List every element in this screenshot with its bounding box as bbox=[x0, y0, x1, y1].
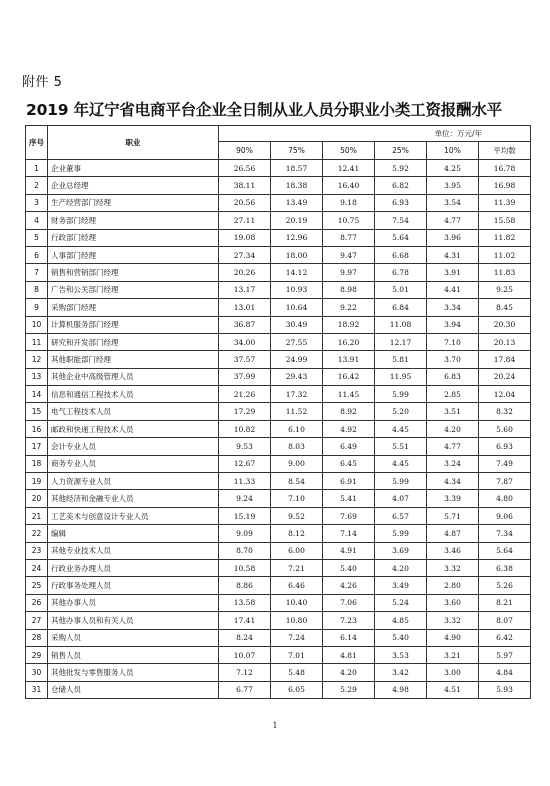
occupation-cell: 其他企业中高级管理人员 bbox=[48, 368, 219, 385]
header-col-10: 10% bbox=[427, 142, 479, 160]
p25-cell: 3.53 bbox=[375, 646, 427, 663]
table-row bbox=[26, 160, 531, 177]
row-number: 27 bbox=[26, 612, 48, 629]
p25-cell: 5.99 bbox=[375, 386, 427, 403]
occupation-cell: 其他办事人员 bbox=[48, 594, 219, 611]
p10-cell: 3.32 bbox=[427, 612, 479, 629]
p10-cell: 2.85 bbox=[427, 386, 479, 403]
table-row bbox=[26, 212, 531, 229]
table-row bbox=[26, 507, 531, 524]
p50-cell: 9.22 bbox=[323, 299, 375, 316]
table-body bbox=[26, 160, 531, 699]
p25-cell: 4.45 bbox=[375, 420, 427, 437]
row-number: 3 bbox=[26, 194, 48, 211]
header-unit: 单位：万元/年 bbox=[219, 126, 531, 142]
p25-cell: 5.99 bbox=[375, 525, 427, 542]
wage-table bbox=[25, 125, 531, 699]
average-cell: 20.24 bbox=[479, 368, 531, 385]
p50-cell: 5.40 bbox=[323, 559, 375, 576]
row-number: 8 bbox=[26, 281, 48, 298]
p10-cell: 3.21 bbox=[427, 646, 479, 663]
table-row bbox=[26, 368, 531, 385]
p25-cell: 4.45 bbox=[375, 455, 427, 472]
p10-cell: 5.71 bbox=[427, 507, 479, 524]
p10-cell: 4.20 bbox=[427, 420, 479, 437]
average-cell: 20.30 bbox=[479, 316, 531, 333]
occupation-cell: 行政部门经理 bbox=[48, 229, 219, 246]
header-occupation: 职业 bbox=[48, 126, 219, 160]
p75-cell: 17.32 bbox=[271, 386, 323, 403]
p90-cell: 20.26 bbox=[219, 264, 271, 281]
p50-cell: 6.14 bbox=[323, 629, 375, 646]
table-row bbox=[26, 386, 531, 403]
p25-cell: 4.20 bbox=[375, 559, 427, 576]
occupation-cell: 研究和开发部门经理 bbox=[48, 333, 219, 350]
average-cell: 9.25 bbox=[479, 281, 531, 298]
average-cell: 17.84 bbox=[479, 351, 531, 368]
occupation-cell: 财务部门经理 bbox=[48, 212, 219, 229]
table-row bbox=[26, 351, 531, 368]
table-row bbox=[26, 473, 531, 490]
occupation-cell: 其他办事人员和有关人员 bbox=[48, 612, 219, 629]
row-number: 12 bbox=[26, 351, 48, 368]
p90-cell: 36.87 bbox=[219, 316, 271, 333]
p50-cell: 16.20 bbox=[323, 333, 375, 350]
p10-cell: 4.25 bbox=[427, 160, 479, 177]
header-col-25: 25% bbox=[375, 142, 427, 160]
table-row bbox=[26, 177, 531, 194]
p75-cell: 7.21 bbox=[271, 559, 323, 576]
row-number: 13 bbox=[26, 368, 48, 385]
table-row bbox=[26, 246, 531, 263]
occupation-cell: 销售和营销部门经理 bbox=[48, 264, 219, 281]
p25-cell: 6.68 bbox=[375, 246, 427, 263]
p10-cell: 3.46 bbox=[427, 542, 479, 559]
p50-cell: 10.75 bbox=[323, 212, 375, 229]
p90-cell: 34.00 bbox=[219, 333, 271, 350]
p75-cell: 8.03 bbox=[271, 438, 323, 455]
attachment-label: 附件 5 bbox=[22, 75, 63, 90]
occupation-cell: 广告和公关部门经理 bbox=[48, 281, 219, 298]
p75-cell: 10.64 bbox=[271, 299, 323, 316]
p50-cell: 16.42 bbox=[323, 368, 375, 385]
average-cell: 15.58 bbox=[479, 212, 531, 229]
p90-cell: 15.19 bbox=[219, 507, 271, 524]
p25-cell: 5.64 bbox=[375, 229, 427, 246]
p25-cell: 5.92 bbox=[375, 160, 427, 177]
occupation-cell: 工艺美术与创意设计专业人员 bbox=[48, 507, 219, 524]
row-number: 2 bbox=[26, 177, 48, 194]
table-row bbox=[26, 420, 531, 437]
table-row bbox=[26, 490, 531, 507]
p75-cell: 9.52 bbox=[271, 507, 323, 524]
occupation-cell: 计算机服务部门经理 bbox=[48, 316, 219, 333]
p75-cell: 27.55 bbox=[271, 333, 323, 350]
p90-cell: 9.09 bbox=[219, 525, 271, 542]
p25-cell: 11.95 bbox=[375, 368, 427, 385]
p90-cell: 27.11 bbox=[219, 212, 271, 229]
occupation-cell: 销售人员 bbox=[48, 646, 219, 663]
occupation-cell: 企业董事 bbox=[48, 160, 219, 177]
p10-cell: 3.51 bbox=[427, 403, 479, 420]
p75-cell: 7.01 bbox=[271, 646, 323, 663]
p75-cell: 18.00 bbox=[271, 246, 323, 263]
header-no: 序号 bbox=[26, 126, 48, 160]
table-row bbox=[26, 525, 531, 542]
p75-cell: 12.96 bbox=[271, 229, 323, 246]
p90-cell: 8.86 bbox=[219, 577, 271, 594]
average-cell: 20.13 bbox=[479, 333, 531, 350]
row-number: 16 bbox=[26, 420, 48, 437]
p25-cell: 5.99 bbox=[375, 473, 427, 490]
table-row bbox=[26, 577, 531, 594]
p10-cell: 3.96 bbox=[427, 229, 479, 246]
p50-cell: 7.14 bbox=[323, 525, 375, 542]
average-cell: 11.82 bbox=[479, 229, 531, 246]
p75-cell: 11.52 bbox=[271, 403, 323, 420]
table-row bbox=[26, 281, 531, 298]
p25-cell: 6.84 bbox=[375, 299, 427, 316]
p25-cell: 5.51 bbox=[375, 438, 427, 455]
p75-cell: 29.43 bbox=[271, 368, 323, 385]
p90-cell: 19.08 bbox=[219, 229, 271, 246]
p10-cell: 4.51 bbox=[427, 681, 479, 698]
average-cell: 11.02 bbox=[479, 246, 531, 263]
p50-cell: 9.47 bbox=[323, 246, 375, 263]
p75-cell: 18.57 bbox=[271, 160, 323, 177]
p75-cell: 10.40 bbox=[271, 594, 323, 611]
p75-cell: 14.12 bbox=[271, 264, 323, 281]
p50-cell: 4.91 bbox=[323, 542, 375, 559]
p90-cell: 12.67 bbox=[219, 455, 271, 472]
average-cell: 8.32 bbox=[479, 403, 531, 420]
table-row bbox=[26, 594, 531, 611]
average-cell: 9.06 bbox=[479, 507, 531, 524]
occupation-cell: 其他职能部门经理 bbox=[48, 351, 219, 368]
p90-cell: 13.17 bbox=[219, 281, 271, 298]
p75-cell: 6.00 bbox=[271, 542, 323, 559]
p50-cell: 4.20 bbox=[323, 664, 375, 681]
p10-cell: 3.00 bbox=[427, 664, 479, 681]
row-number: 28 bbox=[26, 629, 48, 646]
table-row bbox=[26, 299, 531, 316]
occupation-cell: 人力资源专业人员 bbox=[48, 473, 219, 490]
p10-cell: 4.87 bbox=[427, 525, 479, 542]
row-number: 4 bbox=[26, 212, 48, 229]
p10-cell: 3.60 bbox=[427, 594, 479, 611]
average-cell: 8.45 bbox=[479, 299, 531, 316]
p25-cell: 7.54 bbox=[375, 212, 427, 229]
p50-cell: 5.41 bbox=[323, 490, 375, 507]
average-cell: 4.84 bbox=[479, 664, 531, 681]
p75-cell: 6.05 bbox=[271, 681, 323, 698]
p25-cell: 5.20 bbox=[375, 403, 427, 420]
average-cell: 16.78 bbox=[479, 160, 531, 177]
average-cell: 6.38 bbox=[479, 559, 531, 576]
p50-cell: 6.91 bbox=[323, 473, 375, 490]
p50-cell: 11.45 bbox=[323, 386, 375, 403]
row-number: 7 bbox=[26, 264, 48, 281]
p75-cell: 9.00 bbox=[271, 455, 323, 472]
p50-cell: 5.29 bbox=[323, 681, 375, 698]
p50-cell: 6.49 bbox=[323, 438, 375, 455]
p90-cell: 17.29 bbox=[219, 403, 271, 420]
p10-cell: 6.83 bbox=[427, 368, 479, 385]
p10-cell: 4.41 bbox=[427, 281, 479, 298]
row-number: 10 bbox=[26, 316, 48, 333]
p50-cell: 7.06 bbox=[323, 594, 375, 611]
p90-cell: 27.34 bbox=[219, 246, 271, 263]
occupation-cell: 电气工程技术人员 bbox=[48, 403, 219, 420]
p50-cell: 8.92 bbox=[323, 403, 375, 420]
p25-cell: 3.42 bbox=[375, 664, 427, 681]
row-number: 25 bbox=[26, 577, 48, 594]
p90-cell: 6.77 bbox=[219, 681, 271, 698]
average-cell: 7.87 bbox=[479, 473, 531, 490]
p10-cell: 3.24 bbox=[427, 455, 479, 472]
row-number: 14 bbox=[26, 386, 48, 403]
occupation-cell: 采购人员 bbox=[48, 629, 219, 646]
average-cell: 7.34 bbox=[479, 525, 531, 542]
average-cell: 5.97 bbox=[479, 646, 531, 663]
average-cell: 6.93 bbox=[479, 438, 531, 455]
p50-cell: 4.26 bbox=[323, 577, 375, 594]
row-number: 31 bbox=[26, 681, 48, 698]
row-number: 23 bbox=[26, 542, 48, 559]
row-number: 24 bbox=[26, 559, 48, 576]
average-cell: 16.98 bbox=[479, 177, 531, 194]
row-number: 17 bbox=[26, 438, 48, 455]
row-number: 19 bbox=[26, 473, 48, 490]
p50-cell: 6.45 bbox=[323, 455, 375, 472]
p10-cell: 3.70 bbox=[427, 351, 479, 368]
occupation-cell: 行政业务办理人员 bbox=[48, 559, 219, 576]
p50-cell: 7.23 bbox=[323, 612, 375, 629]
p25-cell: 3.49 bbox=[375, 577, 427, 594]
p75-cell: 13.49 bbox=[271, 194, 323, 211]
table-row bbox=[26, 681, 531, 698]
p25-cell: 5.01 bbox=[375, 281, 427, 298]
row-number: 26 bbox=[26, 594, 48, 611]
average-cell: 5.93 bbox=[479, 681, 531, 698]
p25-cell: 5.24 bbox=[375, 594, 427, 611]
row-number: 21 bbox=[26, 507, 48, 524]
row-number: 15 bbox=[26, 403, 48, 420]
average-cell: 5.64 bbox=[479, 542, 531, 559]
p50-cell: 13.91 bbox=[323, 351, 375, 368]
header-col-50: 50% bbox=[323, 142, 375, 160]
p75-cell: 7.24 bbox=[271, 629, 323, 646]
table-row bbox=[26, 646, 531, 663]
p25-cell: 5.40 bbox=[375, 629, 427, 646]
occupation-cell: 商务专业人员 bbox=[48, 455, 219, 472]
p90-cell: 26.56 bbox=[219, 160, 271, 177]
table-row bbox=[26, 438, 531, 455]
average-cell: 6.42 bbox=[479, 629, 531, 646]
p75-cell: 8.12 bbox=[271, 525, 323, 542]
p90-cell: 17.41 bbox=[219, 612, 271, 629]
p10-cell: 4.77 bbox=[427, 212, 479, 229]
occupation-cell: 采购部门经理 bbox=[48, 299, 219, 316]
p50-cell: 12.41 bbox=[323, 160, 375, 177]
occupation-cell: 邮政和快递工程技术人员 bbox=[48, 420, 219, 437]
table-row bbox=[26, 264, 531, 281]
p75-cell: 5.48 bbox=[271, 664, 323, 681]
occupation-cell: 其他经济和金融专业人员 bbox=[48, 490, 219, 507]
p10-cell: 3.32 bbox=[427, 559, 479, 576]
occupation-cell: 其他专业技术人员 bbox=[48, 542, 219, 559]
occupation-cell: 企业总经理 bbox=[48, 177, 219, 194]
row-number: 11 bbox=[26, 333, 48, 350]
p75-cell: 8.54 bbox=[271, 473, 323, 490]
p90-cell: 11.33 bbox=[219, 473, 271, 490]
p75-cell: 20.19 bbox=[271, 212, 323, 229]
table-header bbox=[26, 126, 531, 160]
table-row bbox=[26, 629, 531, 646]
p25-cell: 4.07 bbox=[375, 490, 427, 507]
p75-cell: 6.10 bbox=[271, 420, 323, 437]
table-row bbox=[26, 612, 531, 629]
occupation-cell: 信息和通信工程技术人员 bbox=[48, 386, 219, 403]
p10-cell: 3.94 bbox=[427, 316, 479, 333]
table-row bbox=[26, 316, 531, 333]
p10-cell: 3.54 bbox=[427, 194, 479, 211]
average-cell: 4.80 bbox=[479, 490, 531, 507]
p10-cell: 2.80 bbox=[427, 577, 479, 594]
page-title: 2019 年辽宁省电商平台企业全日制从业人员分职业小类工资报酬水平 bbox=[26, 101, 502, 119]
table-row bbox=[26, 194, 531, 211]
header-col-90: 90% bbox=[219, 142, 271, 160]
average-cell: 8.07 bbox=[479, 612, 531, 629]
table-row bbox=[26, 559, 531, 576]
p25-cell: 3.69 bbox=[375, 542, 427, 559]
table-row bbox=[26, 664, 531, 681]
p90-cell: 13.58 bbox=[219, 594, 271, 611]
p90-cell: 38.11 bbox=[219, 177, 271, 194]
p25-cell: 6.93 bbox=[375, 194, 427, 211]
page-number: 1 bbox=[272, 721, 278, 730]
p50-cell: 4.81 bbox=[323, 646, 375, 663]
average-cell: 5.60 bbox=[479, 420, 531, 437]
row-number: 5 bbox=[26, 229, 48, 246]
p75-cell: 18.38 bbox=[271, 177, 323, 194]
row-number: 6 bbox=[26, 246, 48, 263]
row-number: 20 bbox=[26, 490, 48, 507]
p25-cell: 6.57 bbox=[375, 507, 427, 524]
p50-cell: 9.97 bbox=[323, 264, 375, 281]
p90-cell: 13.01 bbox=[219, 299, 271, 316]
p25-cell: 4.98 bbox=[375, 681, 427, 698]
p90-cell: 10.82 bbox=[219, 420, 271, 437]
p10-cell: 4.90 bbox=[427, 629, 479, 646]
occupation-cell: 行政事务处理人员 bbox=[48, 577, 219, 594]
p75-cell: 10.93 bbox=[271, 281, 323, 298]
occupation-cell: 生产经营部门经理 bbox=[48, 194, 219, 211]
p25-cell: 4.85 bbox=[375, 612, 427, 629]
p10-cell: 4.77 bbox=[427, 438, 479, 455]
p50-cell: 8.77 bbox=[323, 229, 375, 246]
p75-cell: 24.99 bbox=[271, 351, 323, 368]
table-row bbox=[26, 229, 531, 246]
p25-cell: 11.08 bbox=[375, 316, 427, 333]
average-cell: 5.26 bbox=[479, 577, 531, 594]
p10-cell: 3.95 bbox=[427, 177, 479, 194]
average-cell: 8.21 bbox=[479, 594, 531, 611]
occupation-cell: 编辑 bbox=[48, 525, 219, 542]
table-row bbox=[26, 333, 531, 350]
row-number: 18 bbox=[26, 455, 48, 472]
p10-cell: 7.10 bbox=[427, 333, 479, 350]
table-row bbox=[26, 455, 531, 472]
occupation-cell: 仓储人员 bbox=[48, 681, 219, 698]
p50-cell: 18.92 bbox=[323, 316, 375, 333]
p75-cell: 30.49 bbox=[271, 316, 323, 333]
occupation-cell: 会计专业人员 bbox=[48, 438, 219, 455]
p25-cell: 6.78 bbox=[375, 264, 427, 281]
table-row bbox=[26, 542, 531, 559]
average-cell: 11.83 bbox=[479, 264, 531, 281]
average-cell: 11.39 bbox=[479, 194, 531, 211]
p90-cell: 8.24 bbox=[219, 629, 271, 646]
p90-cell: 37.99 bbox=[219, 368, 271, 385]
row-number: 30 bbox=[26, 664, 48, 681]
p10-cell: 3.39 bbox=[427, 490, 479, 507]
p75-cell: 10.80 bbox=[271, 612, 323, 629]
header-col-75: 75% bbox=[271, 142, 323, 160]
p10-cell: 3.91 bbox=[427, 264, 479, 281]
occupation-cell: 其他批发与零售服务人员 bbox=[48, 664, 219, 681]
p25-cell: 5.81 bbox=[375, 351, 427, 368]
occupation-cell: 人事部门经理 bbox=[48, 246, 219, 263]
row-number: 29 bbox=[26, 646, 48, 663]
p90-cell: 10.58 bbox=[219, 559, 271, 576]
p50-cell: 9.18 bbox=[323, 194, 375, 211]
p75-cell: 7.10 bbox=[271, 490, 323, 507]
average-cell: 12.04 bbox=[479, 386, 531, 403]
header-col-avg: 平均数 bbox=[479, 142, 531, 160]
p90-cell: 20.56 bbox=[219, 194, 271, 211]
p10-cell: 4.34 bbox=[427, 473, 479, 490]
p25-cell: 6.82 bbox=[375, 177, 427, 194]
row-number: 9 bbox=[26, 299, 48, 316]
p10-cell: 3.34 bbox=[427, 299, 479, 316]
p90-cell: 9.53 bbox=[219, 438, 271, 455]
p10-cell: 4.31 bbox=[427, 246, 479, 263]
table-row bbox=[26, 403, 531, 420]
p25-cell: 12.17 bbox=[375, 333, 427, 350]
p90-cell: 9.24 bbox=[219, 490, 271, 507]
p90-cell: 8.70 bbox=[219, 542, 271, 559]
p90-cell: 21.26 bbox=[219, 386, 271, 403]
p50-cell: 16.40 bbox=[323, 177, 375, 194]
p75-cell: 6.46 bbox=[271, 577, 323, 594]
row-number: 22 bbox=[26, 525, 48, 542]
p50-cell: 4.92 bbox=[323, 420, 375, 437]
p90-cell: 37.57 bbox=[219, 351, 271, 368]
p90-cell: 7.12 bbox=[219, 664, 271, 681]
p50-cell: 8.98 bbox=[323, 281, 375, 298]
p50-cell: 7.69 bbox=[323, 507, 375, 524]
row-number: 1 bbox=[26, 160, 48, 177]
average-cell: 7.49 bbox=[479, 455, 531, 472]
p90-cell: 10.07 bbox=[219, 646, 271, 663]
